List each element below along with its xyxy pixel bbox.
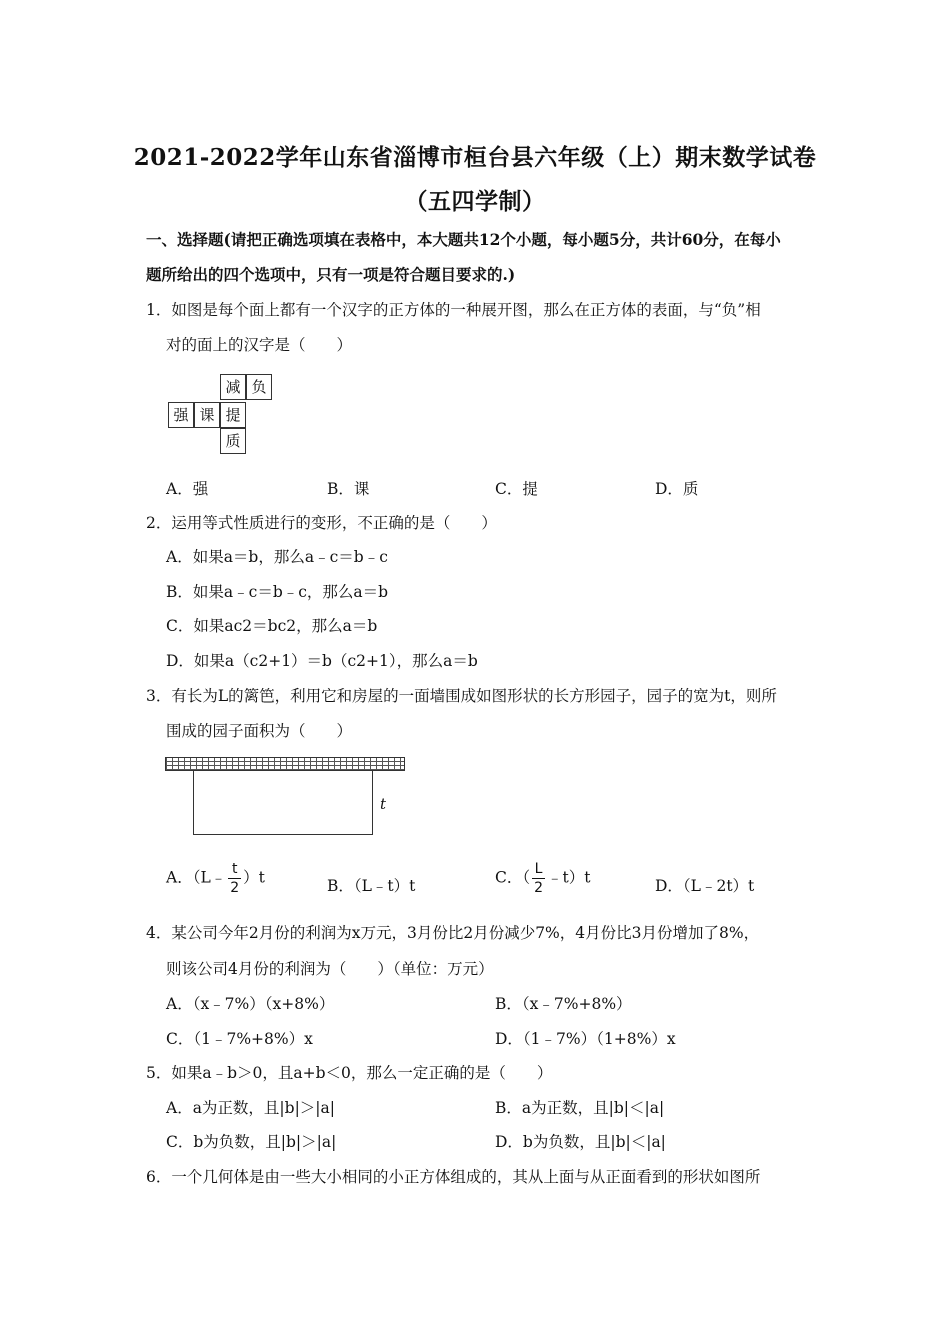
q2-option-c: C．如果ac2＝bc2，那么a＝b [166, 617, 378, 635]
q1-option-c: C．提 [495, 480, 538, 498]
q5-stem: 5．如果a﹣b＞0，且a+b＜0，那么一定正确的是（ ） [146, 1064, 553, 1082]
q2-option-a: A．如果a＝b，那么a﹣c＝b﹣c [166, 548, 388, 566]
q4-stem-line1: 4．某公司今年2月份的利润为x万元，3月份比2月份减少7%，4月份比3月份增加了8%， [146, 924, 760, 942]
garden-rectangle [193, 771, 373, 835]
q5-option-a: A．a为正数，且|b|＞|a| [166, 1099, 335, 1117]
q5-option-d: D．b为负数，且|b|＜|a| [495, 1133, 666, 1151]
q5-option-c: C．b为负数，且|b|＞|a| [166, 1133, 337, 1151]
q2-stem: 2．运用等式性质进行的变形，不正确的是（ ） [146, 514, 497, 532]
q3-option-c-prefix: C．（ [495, 868, 531, 887]
q3-stem-line1: 3．有长为L的篱笆，利用它和房屋的一面墙围成如图形状的长方形园子，园子的宽为t，则所 [146, 687, 777, 705]
net-cell: 负 [246, 374, 272, 400]
q3-option-a-suffix: ）t [243, 868, 265, 887]
q1-stem-line2: 对的面上的汉字是（ ） [166, 336, 353, 354]
q1-option-d: D．质 [655, 480, 699, 498]
fraction-numerator: t [228, 862, 241, 879]
q4-stem-line2: 则该公司4月份的利润为（ ）（单位：万元） [166, 960, 494, 978]
net-cell: 质 [220, 428, 246, 454]
q4-option-b: B．（x﹣7%+8%） [495, 995, 632, 1013]
q3-option-b: B．（L﹣t）t [327, 877, 416, 895]
page-subtitle: （五四学制） [404, 188, 546, 215]
q1-option-a: A．强 [166, 480, 209, 498]
q3-stem-line2: 围成的园子面积为（ ） [166, 722, 353, 740]
net-cell: 强 [168, 402, 194, 428]
q1-stem-line1: 1．如图是每个面上都有一个汉字的正方体的一种展开图，那么在正方体的表面，与“负”相 [146, 301, 761, 319]
q3-option-c-suffix: ﹣t）t [547, 868, 591, 887]
q5-option-b: B．a为正数，且|b|＜|a| [495, 1099, 665, 1117]
q6-stem-line1: 6．一个几何体是由一些大小相同的小正方体组成的，其从上面与从正面看到的形状如图所 [146, 1168, 761, 1186]
section-heading-line1: 一、选择题(请把正确选项填在表格中，本大题共12个小题，每小题5分，共计60分，在每小 [146, 230, 781, 249]
q4-option-a: A．（x﹣7%）（x+8%） [166, 995, 335, 1013]
page-title: 2021-2022学年山东省淄博市桓台县六年级（上）期末数学试卷 [133, 144, 817, 171]
q2-option-b: B．如果a﹣c＝b﹣c，那么a＝b [166, 583, 389, 601]
q3-option-d: D．（L﹣2t）t [655, 877, 755, 895]
net-cell: 提 [220, 402, 246, 428]
net-cell: 课 [194, 402, 220, 428]
q1-option-b: B．课 [327, 480, 370, 498]
q2-option-d: D．如果a（c2+1）＝b（c2+1），那么a＝b [166, 652, 478, 670]
house-wall [165, 757, 405, 771]
q3-option-a [166, 862, 265, 895]
q3-option-a-prefix: A．（L﹣ [166, 868, 227, 887]
net-cell: 减 [220, 374, 246, 400]
fraction [532, 862, 545, 895]
width-label: t [380, 795, 387, 813]
cube-net-figure [165, 374, 275, 456]
q3-option-c [495, 862, 591, 895]
section-heading-line2: 题所给出的四个选项中，只有一项是符合题目要求的.) [146, 265, 516, 284]
q4-option-c: C．（1﹣7%+8%）x [166, 1030, 313, 1048]
fraction-denominator: 2 [534, 880, 544, 896]
garden-figure [165, 757, 405, 837]
fraction-denominator: 2 [230, 880, 240, 896]
fraction [228, 862, 241, 895]
fraction-numerator: L [532, 862, 545, 879]
q4-option-d: D．（1﹣7%）（1+8%）x [495, 1030, 676, 1048]
